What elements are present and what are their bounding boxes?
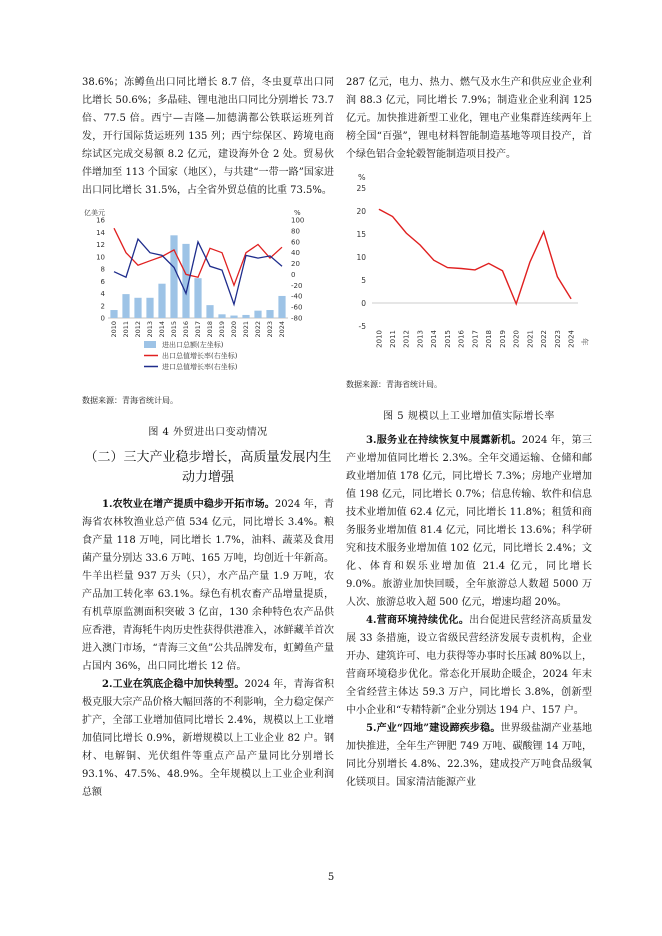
fig4-ytick-right: -20 — [291, 281, 303, 290]
fig4-bar — [242, 315, 249, 318]
fig4-bar — [170, 235, 177, 318]
fig4-ytick-left: 4 — [100, 290, 105, 298]
fig4-xtick: 2016 — [182, 321, 191, 338]
right-para-continued: 287 亿元，电力、热力、燃气及水生产和供应业企业利润 88.3 亿元，同比增长 7.9%；制造业企业利润 125 亿元。加快推进新型工业化，锂电产业集群连续两年上榜全国“百强”，锂电材料智能制造基地等项目投产，首个绿色铝合金轮毂智能制造项目投产。 — [346, 77, 592, 160]
fig5-xtick: 2010 — [375, 330, 384, 348]
right-column — [346, 74, 592, 792]
fig5-xtick: 2017 — [471, 330, 480, 348]
fig4-bar — [134, 298, 141, 318]
business-text: 出台促进民营经济高质量发展 33 条措施，设立省级民营经济发展专责机构，企业开办、建筑许可、电力获得等办事时长压减 80%以上，营商环境稳步优化。常态化开展助企暖企，2024 年末全省经营主体达 59.3 万户，同比增长 3.8%，创新型中小企业和“专精特新”企业分别达 194 户、157 户。 — [346, 615, 592, 716]
fig5-ytick: 20 — [356, 207, 366, 216]
base-paragraph — [346, 720, 592, 792]
fig4-legend-label: 进出口总额(左坐标) — [162, 341, 224, 349]
agri-paragraph — [82, 496, 334, 676]
agri-text: 2024 年，青海省农林牧渔业总产值 534 亿元，同比增长 3.4%。粮食产量 118 万吨，同比增长 1.7%，油料、蔬菜及食用菌产量分别达 33.6 万吨、165 万吨，均创近十年新高。牛羊出栏量 937 万头（只），水产品产量 1.9 万吨，农产品加工转化率 63.1%。绿色有机农畜产品增量提质，有机草原监测面积突破 3 亿亩，130 余种特色农产品供应香港，青海牦牛肉历史性获得供港准入，冰鲜藏羊首次进入澳门市场，“青海三文鱼”公共品牌发布，虹鳟鱼产量占国内 36%，出口同比增长 12 倍。 — [82, 499, 334, 672]
fig4-bar — [122, 294, 129, 318]
fig5-xtick: 2024 — [567, 330, 576, 348]
fig4-legend-label: 出口总值增长率(右坐标) — [162, 352, 238, 360]
fig4-xtick: 2023 — [266, 321, 275, 338]
fig4-ytick-left: 10 — [96, 253, 105, 262]
fig4-ytick-left: 2 — [100, 302, 105, 311]
fig4-ytick-left: 14 — [96, 228, 105, 237]
fig5-xtick: 2012 — [402, 330, 411, 348]
fig4-xtick: 2017 — [194, 321, 203, 338]
fig5-growth-line — [379, 209, 571, 304]
fig5-ytick: 0 — [361, 299, 366, 308]
fig4-ylabel-right: % — [294, 209, 301, 217]
fig4-xtick: 2021 — [242, 321, 251, 338]
fig5-source: 数据来源：青海省统计局。 — [346, 380, 442, 389]
business-paragraph — [346, 612, 592, 720]
fig4-xtick: 2022 — [254, 321, 263, 338]
service-text: 2024 年，第三产业增加值同比增长 2.3%。全年交通运输、仓储和邮政业增加值 178 亿元，同比增长 7.3%；房地产业增加值 198 亿元，同比增长 0.7%；信息传输、软件和信息技术业增加值 62.4 亿元，同比增长 11.8%；租赁和商务服务业增加值 81.4 亿元，同比增长 13.6%；科学研究和技术服务业增加值 102 亿元，同比增长 2.4%；文化、体育和娱乐业增加值 21.4 亿元，同比增长 9.0%。旅游业加快回暖，全年旅游总人数超 5000 万人次、旅游总收入超 500 亿元，增速均超 20%。 — [346, 435, 592, 608]
fig4-xtick: 2019 — [218, 321, 227, 338]
fig5-chart — [346, 170, 592, 370]
fig4-bar — [266, 310, 273, 318]
fig4-ytick-right: 40 — [291, 249, 300, 258]
industry-title: 2.工业在筑底企稳中加快转型。 — [102, 679, 245, 690]
fig4-ylabel-left: 亿美元 — [84, 209, 105, 217]
fig4-ytick-right: 100 — [291, 216, 305, 225]
fig5-xtick: 2011 — [389, 330, 397, 348]
agri-title: 1.农牧业在增产提质中稳步开拓市场。 — [102, 499, 275, 510]
fig4-ytick-left: 6 — [100, 277, 105, 286]
fig4-ytick-right: -60 — [291, 303, 303, 312]
fig5-caption: 图 5 规模以上工业增加值实际增长率 — [383, 411, 555, 422]
fig4-bar — [206, 305, 213, 318]
fig4-bar — [230, 316, 237, 318]
fig5-ytick: 15 — [356, 230, 366, 239]
service-paragraph — [346, 432, 592, 612]
fig5-ytick: 25 — [356, 184, 366, 193]
fig4-bar — [254, 311, 261, 318]
fig4-chart — [82, 206, 334, 386]
fig4-caption: 图 4 外贸进出口变动情况 — [148, 427, 268, 438]
fig4-xtick: 2015 — [170, 321, 179, 338]
fig5-xlabel: 年 — [580, 338, 589, 346]
fig5-ylabel: % — [358, 173, 366, 182]
fig4-xtick: 2012 — [134, 321, 143, 338]
base-title: 5.产业“四地”建设蹄疾步稳。 — [366, 723, 501, 734]
left-para-continued: 38.6%；冻鳟鱼出口同比增长 8.7 倍，冬虫夏草出口同比增长 50.6%；多晶硅、锂电池出口同比分别增长 73.7 倍、77.5 倍。西宁—吉隆—加德满都公铁联运班列首发，开行国际货运班列 135 列；西宁综保区、跨境电商综试区完成交易额 8.2 亿元，建设海外仓 2 处。贸易伙伴增加至 113 个国家（地区），与共建“一带一路”国家进出口同比增长 31.5%，占全省外贸总值的比重 73.5%。 — [82, 77, 334, 196]
fig4-bar — [110, 310, 117, 318]
fig5-ytick: 5 — [361, 276, 366, 285]
fig5-xtick: 2022 — [540, 330, 549, 348]
fig5-xtick: 2015 — [443, 330, 452, 348]
fig5-xtick: 2014 — [430, 330, 439, 348]
fig4-ytick-right: -80 — [291, 314, 303, 323]
fig4-ytick-right: 20 — [291, 260, 300, 269]
fig5-ytick: -5 — [358, 322, 366, 331]
industry-text: 2024 年，青海省积极克服大宗产品价格大幅回落的不利影响，全力稳定保产扩产，全部工业增加值同比增长 2.4%，规模以上工业增加值同比增长 0.9%，新增规模以上工业企业 82 户。钢材、电解铜、光伏组件等重点产品产量同比分别增长 93.1%、47.5%、48.9%。全年规模以上工业企业利润总额 — [82, 679, 334, 798]
business-title: 4.营商环境持续优化。 — [366, 615, 470, 626]
industry-paragraph — [82, 676, 334, 802]
fig4-xtick: 2011 — [122, 321, 131, 338]
fig4-bar — [218, 314, 225, 318]
fig4-bar — [146, 298, 153, 318]
fig4-ytick-right: -40 — [291, 292, 303, 301]
base-text: 世界级盐湖产业基地加快推进，全年生产钾肥 749 万吨、碳酸锂 14 万吨，同比分别增长 4.8%、22.3%，建成投产万吨食品级氧化镁项目。国家清洁能源产业 — [346, 723, 593, 788]
fig4-ytick-right: 60 — [291, 238, 300, 247]
fig5-xtick: 2019 — [498, 330, 507, 348]
figure-5 — [346, 170, 592, 374]
fig5-ytick: 10 — [356, 253, 366, 262]
fig4-ytick-left: 8 — [100, 265, 105, 274]
fig5-xtick: 2013 — [416, 330, 425, 348]
fig4-ytick-left: 12 — [96, 241, 105, 249]
fig4-bar — [278, 296, 285, 318]
fig5-xtick: 2023 — [553, 330, 562, 348]
fig4-ytick-right: 80 — [291, 227, 300, 236]
left-column — [82, 74, 334, 802]
fig5-xtick: 2021 — [526, 330, 535, 348]
fig4-xtick: 2014 — [158, 321, 167, 338]
fig4-legend-label: 进口总值增长率(右坐标) — [162, 363, 238, 371]
fig5-xtick: 2020 — [512, 330, 521, 348]
page-number: 5 — [327, 872, 335, 883]
service-title: 3.服务业在持续恢复中展露新机。 — [366, 435, 522, 446]
fig4-bar — [158, 284, 165, 318]
fig4-xtick: 2024 — [278, 321, 287, 338]
section-heading: （二）三大产业稳步增长，高质量发展内生动力增强 — [84, 450, 332, 485]
fig4-export-line — [114, 228, 282, 285]
figure-4 — [82, 206, 334, 390]
fig4-xtick: 2010 — [110, 321, 119, 338]
fig4-xtick: 2013 — [146, 321, 155, 338]
fig4-source: 数据来源：青海省统计局。 — [82, 396, 178, 405]
fig4-ytick-left: 16 — [96, 216, 105, 225]
fig4-ytick-right: 0 — [291, 270, 296, 279]
fig5-xtick: 2018 — [485, 330, 494, 348]
fig5-xtick: 2016 — [457, 330, 466, 348]
fig4-bar — [194, 278, 201, 318]
fig4-ytick-left: 0 — [100, 314, 105, 323]
fig4-xtick: 2018 — [206, 321, 215, 338]
fig4-xtick: 2020 — [230, 321, 239, 338]
fig4-legend-swatch-bar — [144, 341, 156, 348]
